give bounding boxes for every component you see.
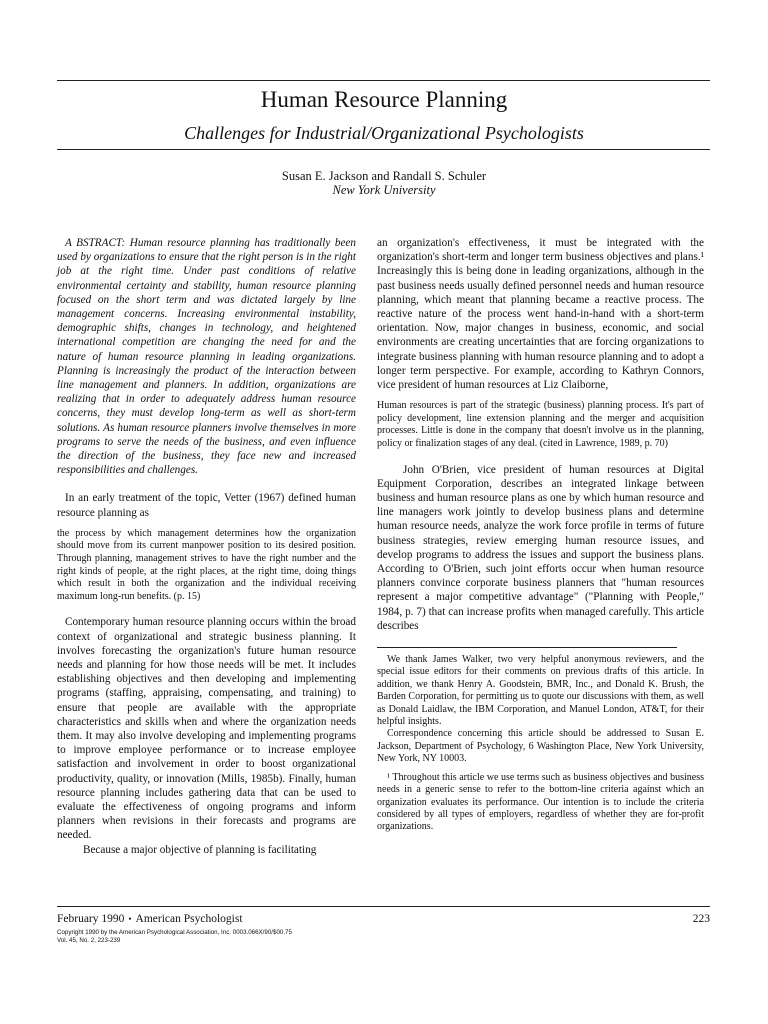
header-bottom-rule: [57, 149, 710, 150]
abstract: A BSTRACT: Human resource planning has traditionally been used by organizations to ensure that the right person is in the right job at the right time. Under past conditions of relative environmental certainty and stability, human resource planning focused on the short term and was dictated largely by line management concerns. Increasing environmental instability, demographic shifts, changes in technology, and heightened international competition are changing the need for and the nature of human resource planning in leading organizations. Planning is increasingly the product of the interaction between line management and planners. In addition, organizations are realizing that in order to adequately address human resource concerns, they must develop long-term as well as short-term solutions. As human resource planners involve themselves in more programs to serve the needs of the business, and even influence the direction of the business, they face new and increased responsibilities and challenges.: [57, 237, 356, 477]
article-subtitle: Challenges for Industrial/Organizational Psychologists: [184, 123, 584, 143]
body-paragraph: Because a major objective of planning is facilitating: [83, 843, 317, 856]
authors: Susan E. Jackson and Randall S. Schuler: [281, 169, 487, 183]
footnote-rule: [377, 647, 677, 648]
page-number: 223: [692, 913, 710, 925]
affiliation: New York University: [332, 183, 436, 197]
right-column: [377, 236, 704, 834]
footnote: ¹ Throughout this article we use terms such as business objectives and business needs in a generic sense to refer to the bottom-line criteria against which an organization evaluates its performance. Our intention is to include the criteria considered by all types of employers, regardless of whether they are for-profit organizations.: [377, 771, 704, 833]
body-paragraph: an organization's effectiveness, it must be integrated with the organization's short-term and longer term business objectives and plans.¹ Increasingly this is being done in leading organizations, although in the past business needs usually defined personnel needs and human resource planning, which meant that planning became a reactive process. The reactive nature of the process went hand-in-hand with a short-term orientation. Now, major changes in business, economic, and social environments are creating uncertainties that are forcing organizations to integrate business planning with human resource planning and to adopt a longer term perspective. For example, according to Kathryn Connors, vice president of human resources at Liz Claiborne,: [377, 237, 704, 392]
left-column: [57, 236, 356, 857]
copyright-notice: [57, 929, 457, 945]
article-title: Human Resource Planning: [260, 87, 508, 112]
copyright-line: Copyright 1990 by the American Psychological Association, Inc. 0003.066X/90/$00.75: [57, 929, 292, 936]
bullet-separator: •: [128, 914, 132, 924]
body-paragraph: In an early treatment of the topic, Vetter (1967) defined human resource planning as: [57, 492, 356, 519]
top-rule: [57, 80, 710, 81]
issue-date: February 1990: [57, 913, 125, 925]
footer-rule: [57, 906, 710, 907]
body-paragraph: Contemporary human resource planning occurs within the broad context of organizational and strategic business planning. It involves forecasting the organization's future human resource needs and planning for how those needs will be met. It includes establishing objectives and then developing and implementing programs (staffing, appraising, compensating, and training) to ensure that people are available with the appropriate characteristics and skills when and where the organization needs them. It may also involve developing and implementing programs to improve employee performance or to increase employee satisfaction and involvement in order to boost organizational productivity, quality, or innovation (Mills, 1985b). Finally, human resource planning includes gathering data that can be used to evaluate the effectiveness of ongoing programs and inform planners when revisions in their forecasts and programs are needed.: [57, 616, 356, 842]
journal-footer: [57, 912, 243, 926]
correspondence-note: Correspondence concerning this article should be addressed to Susan E. Jackson, Department of Psychology, 6 Washington Place, New York University, New York, NY 10003.: [377, 728, 704, 765]
block-quote: the process by which management determines how the organization should move from its current manpower position to its desired position. Through planning, management strives to have the right number and the right kinds of people, at the right places, at the right time, doing things which result in both the organization and the individual receiving maximum long-run benefits. (p. 15): [57, 527, 356, 602]
block-quote: Human resources is part of the strategic (business) planning process. It's part of policy development, line extension planning and the merger and acquisition processes. Little is done in the company that doesn't involve us in the planning, policy or finalization stages of any deal. (cited in Lawrence, 1989, p. 70): [377, 400, 704, 450]
journal-name: American Psychologist: [135, 913, 243, 925]
body-paragraph: John O'Brien, vice president of human resources at Digital Equipment Corporation, describes an integrated linkage between business and human resource plans as one by which human resource and line managers work jointly to develop business plans and determine human resource needs, analyze the work force profile in terms of future business strategies, review emerging human resource issues, and develop programs to address the issues and support the business plans. According to O'Brien, such joint efforts occur when human resource planners convince corporate business planners that "human resources represent a major competitive advantage" ("Planning with People," 1984, p. 7) that can increase profits when managed carefully. This article describes: [377, 463, 704, 632]
volume-line: Vol. 45, No. 2, 223-239: [57, 937, 121, 944]
acknowledgment-note: We thank James Walker, two very helpful anonymous reviewers, and the special issue editors for their comments on previous drafts of this article. In addition, we thank Henry A. Goodstein, BMR, Inc., and Donald K. Brush, the Barden Corporation, for permitting us to quote our discussions with them, as well as Donald Laidlaw, the IBM Corporation, and Manuel London, AT&T, for their helpful insights.: [377, 654, 704, 728]
